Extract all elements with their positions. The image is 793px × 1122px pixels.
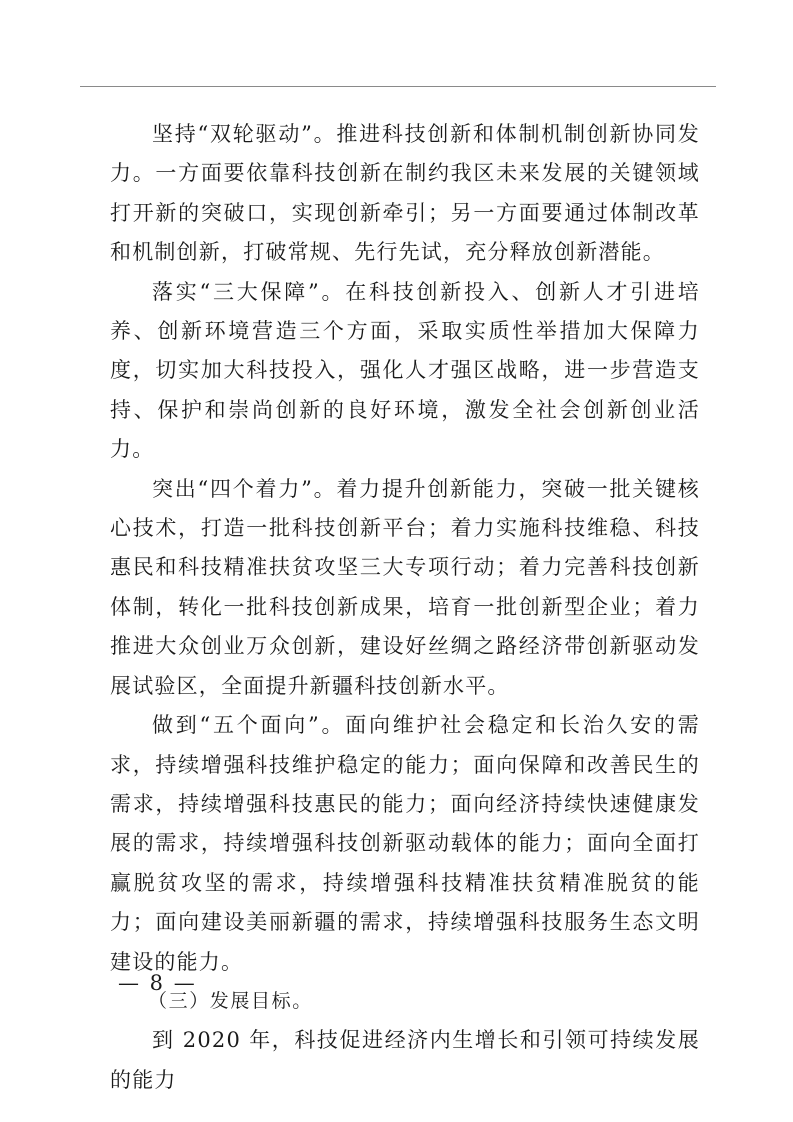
document-body	[110, 115, 700, 1100]
page-number: — 8 —	[118, 971, 197, 995]
paragraph-three-guarantees: 落实“三大保障”。在科技创新投入、创新人才引进培养、创新环境营造三个方面，采取实质性举措加大保障力度，切实加大科技投入，强化人才强区战略，进一步营造支持、保护和崇尚创新的良好环境，激发全社会创新创业活力。	[110, 279, 700, 462]
paragraph-development-goal: 到 2020 年，科技促进经济内生增长和引领可持续发展的能力	[110, 1028, 700, 1092]
section-heading: （三）发展目标。	[148, 989, 313, 1012]
paragraph-four-focuses: 突出“四个着力”。着力提升创新能力，突破一批关键核心技术，打造一批科技创新平台；着力实施科技维稳、科技惠民和科技精准扶贫攻坚三大专项行动；着力完善科技创新体制，转化一批科技创新成果，培育一批创新型企业；着力推进大众创业万众创新，建设好丝绸之路经济带创新驱动发展试验区，全面提升新疆科技创新水平。	[110, 476, 700, 698]
paragraph-double-wheel: 坚持“双轮驱动”。推进科技创新和体制机制创新协同发力。一方面要依靠科技创新在制约我区未来发展的关键领域打开新的突破口，实现创新牵引；另一方面要通过体制改革和机制创新，打破常规、先行先试，充分释放创新潜能。	[110, 122, 700, 265]
paragraph-five-orientations: 做到“五个面向”。面向维护社会稳定和长治久安的需求，持续增强科技维护稳定的能力；面向保障和改善民生的需求，持续增强科技惠民的能力；面向经济持续快速健康发展的需求，持续增强科技创新驱动载体的能力；面向全面打赢脱贫攻坚的需求，持续增强科技精准扶贫精准脱贫的能力；面向建设美丽新疆的需求，持续增强科技服务生态文明建设的能力。	[110, 713, 700, 974]
header-rule	[80, 86, 716, 87]
